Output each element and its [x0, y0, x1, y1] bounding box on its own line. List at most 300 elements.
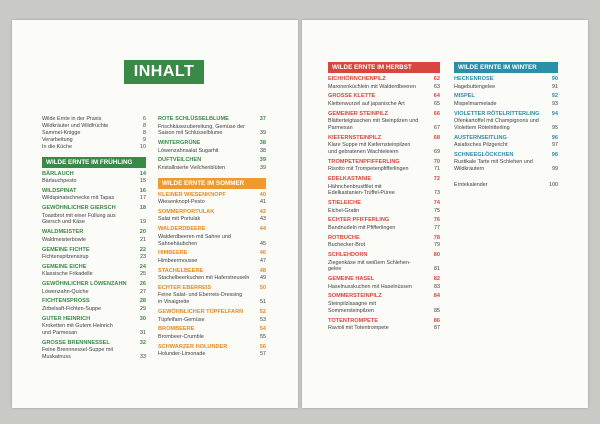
intro-text: Sammel-Knigge: [42, 129, 81, 136]
intro-page: 9: [143, 136, 146, 143]
recipe-page: 53: [260, 316, 266, 323]
entry-page: 74: [433, 200, 440, 207]
recipe-text: Stachelbeerkuchen mit Haferstreuseln: [158, 275, 250, 282]
recipe-line: [454, 142, 558, 149]
toc-entry: [158, 285, 266, 306]
entry-page: 48: [259, 267, 266, 274]
recipe-text: Klassische Frikadelle: [42, 271, 93, 278]
toc-entry: [42, 340, 146, 361]
entry-title: HIMBEERE: [158, 250, 188, 257]
entry-heading: [328, 76, 440, 84]
toc-entry: [328, 111, 440, 132]
entry-page: 44: [259, 226, 266, 233]
toc-entry: [328, 293, 440, 314]
recipe-line: [158, 199, 266, 206]
toc-entry: [158, 268, 266, 282]
recipe-text: Mispelmarmelade: [454, 100, 497, 107]
entry-heading: [454, 111, 558, 119]
entry-heading: [158, 285, 266, 293]
recipe-text: Ravioli mit Totentrompete: [328, 325, 389, 332]
intro-page: 6: [143, 116, 146, 122]
entry-page: 92: [551, 93, 558, 100]
recipe-line: [328, 101, 440, 108]
recipe-line: [328, 118, 440, 125]
toc-entry: [328, 235, 440, 249]
recipe-page: 99: [552, 166, 558, 173]
recipe-text: gelee: [328, 266, 342, 273]
entry-heading: [158, 140, 266, 148]
entry-heading: [328, 217, 440, 225]
entry-heading: [42, 316, 146, 324]
recipe-line: [328, 208, 440, 215]
entry-page: 50: [259, 284, 266, 291]
recipe-line: [42, 354, 146, 361]
recipe-text: Himbeermousse: [158, 257, 198, 264]
recipe-line: [454, 159, 558, 166]
entry-heading: [42, 247, 146, 255]
harvest-calendar-line: [454, 182, 558, 189]
recipe-text: Saison mit Schlüsselblume: [158, 130, 223, 137]
recipe-line: [158, 351, 266, 358]
right-column-1: [328, 62, 440, 335]
recipe-line: [328, 142, 440, 149]
entry-heading: [328, 176, 440, 184]
entry-title: MISPEL: [454, 93, 475, 100]
toc-entry: [454, 93, 558, 107]
entry-title: GEWÖHNLICHER TÜPFELFARN: [158, 309, 244, 316]
recipe-page: 97: [552, 142, 558, 149]
entry-page: 94: [551, 110, 558, 117]
recipe-line: [42, 347, 146, 354]
recipe-text: Tüpfelfarn-Gemüse: [158, 316, 205, 323]
entry-page: 96: [551, 134, 558, 141]
toc-entry: [328, 217, 440, 231]
entry-page: 18: [139, 205, 146, 212]
intro-line: [42, 130, 146, 137]
intro-page: 8: [143, 122, 146, 129]
entry-page: 98: [551, 151, 558, 158]
toc-entry: [158, 140, 266, 154]
recipe-line: [42, 213, 146, 220]
recipe-line: [42, 330, 146, 337]
entry-title: VIOLETTER RÖTELRITTERLING: [454, 110, 540, 117]
right-page: [302, 20, 588, 408]
toc-entry: [42, 298, 146, 312]
entry-title: GEMEINE EICHE: [42, 263, 87, 270]
entry-heading: [328, 252, 440, 260]
entry-heading: [42, 340, 146, 348]
entry-title: SCHNEEGLÖCKCHEN: [454, 151, 514, 158]
entry-page: 42: [259, 208, 266, 215]
recipe-line: [454, 118, 558, 125]
recipe-line: [328, 184, 440, 191]
recipe-line: [454, 166, 558, 173]
entry-title: ECHTER EBERREIS: [158, 284, 212, 291]
toc-entry: [158, 192, 266, 206]
recipe-page: 73: [434, 190, 440, 197]
recipe-line: [328, 260, 440, 267]
recipe-line: [158, 292, 266, 299]
recipe-text: Zirbelsaft-Fichten-Suppe: [42, 305, 102, 312]
recipe-line: [158, 216, 266, 223]
recipe-page: 45: [260, 240, 266, 247]
recipe-line: [42, 254, 146, 261]
intro-line: [42, 116, 146, 123]
entry-title: GROSSE KLETTE: [328, 93, 376, 100]
entry-heading: [42, 229, 146, 237]
toc-entry: [42, 281, 146, 295]
entry-title: AUSTERNSEITLING: [454, 134, 507, 141]
entry-heading: [42, 205, 146, 213]
toc-entry: [454, 152, 558, 173]
recipe-page: 39: [260, 130, 266, 137]
recipe-page: 65: [434, 100, 440, 107]
entry-heading: [42, 171, 146, 179]
toc-entry: [42, 171, 146, 185]
recipe-page: 63: [434, 83, 440, 90]
entry-title: DUFTVEILCHEN: [158, 157, 202, 164]
toc-entry: [454, 135, 558, 149]
recipe-page: 95: [552, 124, 558, 131]
entry-page: 38: [259, 140, 266, 147]
toc-entry: [454, 111, 558, 132]
recipe-line: [328, 125, 440, 132]
recipe-text: Hagebuttengelee: [454, 83, 496, 90]
entry-page: 37: [259, 116, 266, 122]
recipe-line: [328, 266, 440, 273]
toc-entry: [42, 264, 146, 278]
entry-title: WINTERGRÜNE: [158, 140, 201, 147]
toc-entry: [42, 229, 146, 243]
entry-page: 72: [433, 176, 440, 183]
toc-entry: [454, 76, 558, 90]
recipe-text: Haselnusskuchen mit Haselnüssen: [328, 283, 412, 290]
entry-title: SOMMERPORTULAK: [158, 208, 215, 215]
entry-heading: [454, 152, 558, 160]
entry-heading: [328, 200, 440, 208]
recipe-line: [454, 101, 558, 108]
recipe-text: Asiatisches Pilzgericht: [454, 142, 508, 149]
toc-entry: [158, 326, 266, 340]
entry-heading: [158, 116, 266, 124]
entry-page: 86: [433, 317, 440, 324]
recipe-page: 55: [260, 333, 266, 340]
entry-heading: [158, 192, 266, 200]
entry-title: HECKENROSE: [454, 76, 494, 82]
entry-title: ECHTER PFIFFERLING: [328, 217, 390, 224]
recipe-line: [158, 234, 266, 241]
recipe-page: 57: [260, 351, 266, 358]
entry-page: 64: [433, 93, 440, 100]
toc-entry: [328, 135, 440, 156]
toc-entry: [328, 252, 440, 273]
toc-entry: [328, 276, 440, 290]
toc-entry: [42, 188, 146, 202]
recipe-text: Kroketten mit Gutem Heinrich: [42, 323, 113, 330]
recipe-page: 17: [140, 195, 146, 202]
recipe-line: [328, 190, 440, 197]
toc-entry: [328, 176, 440, 197]
entry-page: 16: [139, 187, 146, 194]
recipe-page: 19: [140, 219, 146, 226]
intro-line: [42, 123, 146, 130]
entry-page: 46: [259, 250, 266, 257]
entry-title: GUTER HEINRICH: [42, 315, 91, 322]
recipe-line: [328, 284, 440, 291]
recipe-text: Löwenzahnsalat Sugarhit: [158, 147, 219, 154]
spring-header: WILDE ERNTE IM FRÜHLING: [42, 157, 146, 168]
recipe-text: Feine Brennnessel-Suppe mit: [42, 347, 114, 354]
recipe-page: 51: [260, 299, 266, 306]
recipe-text: Walderdbeeren mit Sahne und: [158, 233, 231, 240]
recipe-line: [42, 195, 146, 202]
recipe-line: [42, 289, 146, 296]
toc-entry: [158, 250, 266, 264]
recipe-line: [158, 124, 266, 131]
recipe-page: 41: [260, 199, 266, 206]
entry-title: KIEFERNSTEINPILZ: [328, 134, 382, 141]
summer-header: WILDE ERNTE IM SOMMER: [158, 178, 266, 189]
recipe-text: Toastbrot mit einer Füllung aus: [42, 212, 116, 219]
entry-page: 28: [139, 298, 146, 305]
entry-title: WALDERDBEERE: [158, 226, 206, 233]
entry-title: SCHWARZER HOLUNDER: [158, 343, 228, 350]
recipe-text: Wildspinatschnecke mit Tapas: [42, 195, 115, 202]
intro-line: [42, 144, 146, 151]
recipe-text: Salat mit Portulak: [158, 216, 201, 223]
toc-entry: [42, 316, 146, 337]
intro-page: 10: [140, 143, 146, 150]
entry-heading: [328, 318, 440, 326]
recipe-line: [454, 125, 558, 132]
recipe-page: 83: [434, 283, 440, 290]
recipe-text: Blätterteigtaschen mit Steinpilzen und: [328, 118, 419, 125]
recipe-page: 81: [434, 266, 440, 273]
intro-page: 8: [143, 129, 146, 136]
recipe-line: [158, 165, 266, 172]
toc-entry: [328, 318, 440, 332]
right-column-2: [454, 62, 558, 189]
toc-entry: [158, 209, 266, 223]
toc-entry: [328, 76, 440, 90]
left-column-2: [158, 116, 266, 361]
recipe-text: und Parmesan: [42, 330, 78, 336]
entry-title: EICHHÖRNCHENPILZ: [328, 76, 386, 82]
recipe-page: 21: [140, 236, 146, 243]
entry-title: TROMPETENPFIFFERLING: [328, 158, 400, 165]
recipe-text: Wiesenknopf-Pesto: [158, 199, 205, 206]
entry-page: 22: [139, 246, 146, 253]
entry-heading: [42, 298, 146, 306]
entry-title: TOTENTROMPETE: [328, 317, 378, 324]
recipe-page: 38: [260, 147, 266, 154]
recipe-page: 25: [140, 271, 146, 278]
recipe-line: [328, 242, 440, 249]
entry-page: 70: [433, 158, 440, 165]
recipe-text: Risotto mit Trompetenpfifferlingen: [328, 166, 409, 173]
entry-title: STIELEICHE: [328, 200, 361, 207]
left-page: [12, 20, 298, 408]
recipe-page: 87: [434, 325, 440, 332]
entry-heading: [328, 276, 440, 284]
recipe-page: 75: [434, 207, 440, 214]
intro-text: Verarbeitung: [42, 136, 73, 143]
recipe-page: 93: [552, 100, 558, 107]
recipe-text: Buchecker-Brot: [328, 242, 366, 249]
entry-page: 24: [139, 263, 146, 270]
entry-heading: [328, 293, 440, 301]
recipe-page: 77: [434, 224, 440, 231]
recipe-line: [158, 299, 266, 306]
recipe-text: Waldmeisterbowle: [42, 236, 86, 243]
entry-page: 82: [433, 276, 440, 283]
recipe-line: [328, 149, 440, 156]
entry-page: 54: [259, 326, 266, 333]
entry-title: WILDSPINAT: [42, 187, 77, 194]
recipe-page: 85: [434, 307, 440, 314]
toc-entry: [158, 309, 266, 323]
recipe-page: 33: [140, 354, 146, 361]
recipe-text: Steinpilzlasagne mit: [328, 300, 376, 307]
entry-title: GEMEINE FICHTE: [42, 246, 90, 253]
entry-heading: [158, 268, 266, 276]
recipe-line: [42, 237, 146, 244]
entry-heading: [454, 76, 558, 84]
entry-title: STACHELBEERE: [158, 267, 204, 274]
recipe-text: Violettem Rötelritterling: [454, 124, 510, 131]
entry-page: 62: [433, 76, 440, 82]
entry-heading: [454, 93, 558, 101]
entry-heading: [328, 135, 440, 143]
harvest-calendar-text: Erntekalender: [454, 182, 488, 189]
entry-page: 39: [259, 157, 266, 164]
entry-page: 14: [139, 170, 146, 177]
entry-title: BÄRLAUCH: [42, 170, 74, 177]
recipe-text: Holunder-Limonade: [158, 351, 206, 358]
recipe-text: Ziegenkäse mit weißem Schlehen-: [328, 259, 411, 266]
recipe-page: 47: [260, 257, 266, 264]
recipe-text: Fichtenspitzensirup: [42, 254, 89, 261]
entry-heading: [328, 93, 440, 101]
recipe-text: Löwenzahn-Quiche: [42, 288, 89, 295]
entry-page: 40: [259, 191, 266, 198]
entry-title: ROTE SCHLÜSSELBLUME: [158, 116, 229, 122]
recipe-text: und gebratenen Wachteleiern: [328, 148, 399, 155]
toc-entry: [42, 205, 146, 226]
entry-heading: [454, 135, 558, 143]
recipe-text: Klettenwurzel auf japanische Art: [328, 100, 405, 107]
left-column-1: [42, 116, 146, 364]
recipe-line: [42, 306, 146, 313]
recipe-line: [454, 84, 558, 91]
entry-page: 56: [259, 343, 266, 350]
entry-heading: [328, 235, 440, 243]
entry-title: ROTBUCHE: [328, 234, 360, 241]
intro-text: Wildkräuter und Wildfrüchte: [42, 122, 109, 129]
recipe-text: Giersch und Käse: [42, 219, 85, 226]
recipe-text: Hähnchenbrustfilet mit: [328, 183, 382, 190]
recipe-text: in Vinaigrette: [158, 299, 190, 306]
intro-text: Wilde Ernte in der Praxis: [42, 116, 102, 122]
entry-heading: [42, 188, 146, 196]
recipe-line: [42, 323, 146, 330]
toc-entry: [158, 226, 266, 247]
entry-page: 52: [259, 309, 266, 316]
entry-heading: [158, 344, 266, 352]
recipe-line: [42, 271, 146, 278]
entry-page: 66: [433, 110, 440, 117]
recipe-page: 49: [260, 275, 266, 282]
entry-title: SCHLEHDORN: [328, 252, 368, 259]
recipe-text: Frischkäsezubereitung, Gemüse der: [158, 123, 245, 130]
intro-line: [42, 137, 146, 144]
entry-title: GEWÖHNLICHER LÖWENZAHN: [42, 281, 127, 288]
recipe-page: 69: [434, 148, 440, 155]
entry-page: 20: [139, 229, 146, 236]
recipe-text: Kristallisierte Veilchenblüten: [158, 164, 226, 171]
recipe-line: [328, 325, 440, 332]
recipe-text: Rustikale Tarte mit Schlehen und: [454, 159, 533, 166]
harvest-calendar-page: 100: [549, 182, 558, 189]
recipe-text: Klare Suppe mit Kiefernsteinpilzen: [328, 142, 411, 149]
recipe-line: [158, 275, 266, 282]
entry-page: 76: [433, 217, 440, 224]
recipe-line: [158, 334, 266, 341]
entry-page: 68: [433, 134, 440, 141]
entry-page: 90: [551, 76, 558, 82]
recipe-line: [328, 166, 440, 173]
recipe-page: 27: [140, 288, 146, 295]
entry-heading: [328, 159, 440, 167]
recipe-line: [328, 84, 440, 91]
recipe-line: [42, 219, 146, 226]
recipe-text: Muskatnuss: [42, 354, 71, 361]
recipe-page: 15: [140, 178, 146, 185]
recipe-page: 91: [552, 83, 558, 90]
recipe-line: [328, 225, 440, 232]
toc-entry: [158, 157, 266, 171]
entry-title: KLEINER WIESENKNOPF: [158, 191, 226, 198]
recipe-text: Edelkastanien-Trüffel-Püree: [328, 190, 395, 197]
recipe-text: Bandnudeln mit Pfifferlingen: [328, 224, 396, 231]
entry-title: SOMMERSTEINPILZ: [328, 293, 382, 300]
recipe-line: [158, 130, 266, 137]
entry-heading: [42, 281, 146, 289]
recipe-line: [328, 308, 440, 315]
recipe-text: Wildkräutern: [454, 166, 485, 173]
toc-entry: [158, 116, 266, 137]
recipe-line: [158, 241, 266, 248]
recipe-page: 71: [434, 166, 440, 173]
recipe-text: Bärlauchpesto: [42, 178, 77, 185]
recipe-line: [328, 301, 440, 308]
intro-text: In die Küche: [42, 143, 72, 150]
entry-heading: [42, 264, 146, 272]
entry-page: 80: [433, 252, 440, 259]
recipe-text: Maronenküchlein mit Walderdbeeren: [328, 83, 416, 90]
toc-entry: [328, 200, 440, 214]
entry-heading: [158, 157, 266, 165]
entry-title: FICHTENSPROSS: [42, 298, 90, 305]
autumn-header: WILDE ERNTE IM HERBST: [328, 62, 440, 73]
entry-heading: [158, 209, 266, 217]
entry-heading: [328, 111, 440, 119]
recipe-text: Feine Salat- und Eberreis-Dressing: [158, 292, 243, 299]
entry-title: GEMEINE HASEL: [328, 276, 375, 283]
recipe-text: Sommersteinpilzen: [328, 307, 374, 314]
toc-entry: [158, 344, 266, 358]
entry-page: 32: [139, 339, 146, 346]
